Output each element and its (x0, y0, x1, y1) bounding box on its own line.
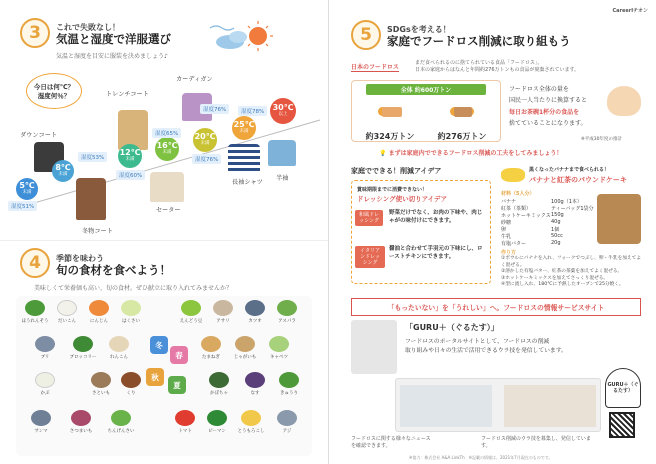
label-down-coat: ダウンコート (20, 132, 58, 139)
stats-box (351, 80, 501, 142)
pound-cake-photo (597, 194, 641, 244)
bowl-explanation: フードロス全体の量を 国民一人当たりに換算すると 毎日お茶碗1杯分の食品を 捨てていることになります。 (509, 86, 588, 128)
eggplant-icon (245, 372, 265, 388)
food-item: なす (240, 372, 270, 396)
food-item: えんどう豆 (176, 300, 206, 324)
humidity-tag-6: 湿度76% (200, 104, 229, 114)
season-spring: 春 (170, 346, 188, 364)
section-3-title: 気温と湿度で洋服選び (56, 32, 171, 46)
cucumber-icon (279, 372, 299, 388)
japan-food-loss-label: 日本のフードロス (351, 64, 399, 71)
section-3-kicker: これで失敗なし！ (56, 23, 120, 32)
brand-header: CareerIチオン (612, 8, 648, 14)
broccoli-icon (73, 336, 93, 352)
ingredient-qty: 40g (551, 219, 561, 225)
ingredient-row: 砂糖 (501, 220, 512, 226)
weather-icon (208, 18, 278, 58)
season-autumn: 秋 (146, 368, 164, 386)
food-item: くり (116, 372, 146, 396)
tomato-icon (175, 410, 195, 426)
screenshot-tips (504, 385, 596, 427)
temp-bubble-3: 12℃ 未満 (118, 144, 142, 168)
ingredient-row: バナナ (501, 199, 517, 205)
food-item: はくさい (116, 300, 146, 324)
bonito-icon (245, 300, 265, 316)
humidity-tag-2: 湿度53% (78, 152, 107, 162)
label-trench-coat: トレンチコート (106, 91, 149, 98)
short-sleeve-icon (268, 140, 296, 166)
caption-tips: フードロス削減のウラ技を募集し、発信しています。 (481, 436, 591, 449)
napa-cabbage-icon (121, 300, 141, 316)
long-sleeve-shirt-icon (228, 144, 260, 172)
section-3-subtitle: 気温と湿度を目安に服装を決めましょう♪ (56, 53, 168, 60)
section-4-kicker: 季節を味わう (56, 254, 104, 263)
season-winter: 冬 (150, 336, 168, 354)
guru-text: フードロスのポータルサイトとして、フードロスの削減 取り組みや日々の生活で活用できるウラ技を発信しています。 (405, 339, 567, 354)
label-winter-coat: 冬物コート (82, 228, 113, 235)
ingredient-row: ホットケーキミックス (501, 213, 551, 219)
food-item: ピーマン (202, 410, 232, 434)
temp-bubble-5: 20℃ 未満 (193, 128, 217, 152)
label-long-sleeve-shirt: 長袖シャツ (232, 179, 263, 186)
sweater-icon (150, 172, 184, 202)
humidity-tag-3: 湿度60% (116, 170, 145, 180)
chestnut-icon (121, 372, 141, 388)
food-item: さといも (86, 372, 116, 396)
food-item: ほうれんそう (20, 300, 50, 324)
ingredient-row: 有塩バター (501, 241, 527, 247)
total-label: 全体 約600万トン (366, 84, 486, 95)
tag-japanese-dressing: 和風ドレッシング (355, 210, 383, 226)
humidity-tag-7: 湿度78% (238, 106, 267, 116)
ingredient-row: 卵 (501, 227, 507, 233)
lotus-root-icon (109, 336, 129, 352)
idea-title: 家庭でできる！削減アイデア (351, 167, 442, 175)
section-4-subtitle: 美味しくて栄養価も高い、旬の食材。ぜひ献立に取り入れてみませんか？ (34, 285, 233, 292)
bok-choy-icon (111, 410, 131, 426)
prompt-text: 💡 まずは家庭内でできるフードロス削減の工夫をしてみましょう！ (379, 150, 563, 157)
question-line-2: 湿度何％？ (37, 92, 71, 100)
label-short-sleeve: 半袖 (276, 175, 289, 182)
divider (0, 240, 328, 241)
info-site-banner: 「もったいない」を「うれしい」へ。フードロスの情報サービスサイト (351, 298, 641, 316)
dressing-text-2: 醤油と合わせて手羽元の下味にし、ローストチキンにできます。 (389, 246, 483, 260)
recipe-steps: ①ボウルにバナナを入れ、フォークでつぶし、卵・牛乳を加えてよく混ぜる。 ②溶かした有塩バター、紅茶の茶葉を加えてよく混ぜる。 ③ホットケーキミックスを加えてさっくり混ぜる。 ④型に流し入れ、180℃に予熱したオーブンで25分焼く。 (501, 256, 642, 288)
food-item: じゃがいも (230, 336, 260, 360)
ingredients-head: 材料（5人分） (501, 191, 535, 197)
section-5-kicker: SDGsを考える！ (387, 25, 451, 34)
corn-icon (241, 410, 261, 426)
ingredient-qty: 150g (551, 212, 564, 218)
humidity-tag-1: 湿度51% (8, 201, 37, 211)
lightbulb-icon: 💡 (379, 150, 389, 157)
section-3-number: 3 (20, 18, 50, 48)
pumpkin-icon (209, 372, 229, 388)
horse-mackerel-icon (277, 410, 297, 426)
food-item: アジ (272, 410, 302, 434)
green-pepper-icon (207, 410, 227, 426)
guru-title: 「GURU＋（ぐるたす）」 (405, 323, 499, 332)
household-stat: 約276万トン (432, 98, 492, 142)
qr-label: GURU＋（ぐるたす） (605, 368, 641, 408)
food-item: ブロッコリー (68, 336, 98, 360)
food-item: ブリ (30, 336, 60, 360)
food-item: かぼちゃ (204, 372, 234, 396)
section-5-title: 家庭でフードロス削減に取り組もう (387, 34, 571, 48)
sweet-potato-icon (71, 410, 91, 426)
humidity-tag-5: 湿度76% (192, 154, 221, 164)
onion-icon (201, 336, 221, 352)
food-item: だいこん (52, 300, 82, 324)
steps-head: 作り方 (501, 250, 517, 256)
food-item: ちんげんさい (106, 410, 136, 434)
section-5-number: 5 (351, 20, 381, 50)
caption-news: フードロスに関する様々なニュースを確認できます。 (351, 436, 431, 449)
shop-icon (382, 107, 402, 117)
food-item: さつまいも (66, 410, 96, 434)
temp-bubble-4: 16℃ 未満 (155, 137, 179, 161)
daikon-icon (57, 300, 77, 316)
food-item: キャベツ (264, 336, 294, 360)
potato-icon (235, 336, 255, 352)
humidity-tag-4: 湿度65% (152, 128, 181, 138)
ingredient-qty: ティーバッグ1袋分 (551, 206, 594, 212)
spinach-icon (25, 300, 45, 316)
temp-bubble-7: 30℃ 以上 (270, 98, 296, 124)
food-item: トマト (170, 410, 200, 434)
label-sweater: セーター (156, 207, 181, 214)
winter-coat-icon (76, 178, 106, 220)
food-item: にんじん (84, 300, 114, 324)
food-item: アサリ (208, 300, 238, 324)
banana-icon (501, 168, 525, 182)
ingredient-qty: 50cc (551, 233, 563, 239)
food-item: カツオ (240, 300, 270, 324)
website-screenshot-1 (351, 320, 397, 374)
right-page (328, 0, 656, 464)
temp-bubble-6: 25℃ 未満 (232, 116, 256, 140)
ingredient-row: 紅茶（茶類） (501, 206, 532, 212)
question-line-1: 今日は何℃？ (33, 83, 75, 91)
food-item: サンマ (26, 410, 56, 434)
section-4-number: 4 (20, 248, 50, 278)
recipe-title: バナナと紅茶のパウンドケーキ (529, 176, 627, 184)
section-4-title: 旬の食材を食べよう！ (56, 263, 171, 277)
yellowtail-icon (35, 336, 55, 352)
dressing-box: 賞味期限までに消費できない！ ドレッシング使い切りアイデア (351, 180, 491, 284)
ingredient-qty: 20g (551, 240, 561, 246)
footer-note: ※協力：株式会社 A&A LinkTh ※記載の情報は、2021年7月現在のものです。 (409, 455, 553, 460)
ingredient-qty: 100g（1本） (551, 199, 582, 205)
taro-icon (91, 372, 111, 388)
screenshot-news (400, 385, 492, 427)
house-icon (454, 107, 472, 117)
ingredient-qty: 1個 (551, 227, 560, 233)
food-item: たまねぎ (196, 336, 226, 360)
food-item: きゅうり (274, 372, 304, 396)
saury-icon (31, 410, 51, 426)
woman-with-bowl-icon (607, 86, 641, 116)
food-item: かぶ (30, 372, 60, 396)
carrot-icon (89, 300, 109, 316)
cabbage-icon (269, 336, 289, 352)
temp-bubble-2: 8℃ 未満 (52, 160, 74, 182)
business-stat: 約324万トン (360, 98, 420, 142)
food-item: れんこん (104, 336, 134, 360)
qr-code[interactable] (609, 412, 635, 438)
season-summer: 夏 (168, 376, 186, 394)
intro-text: まだ食べられるのに捨てられている食品「フードロス」。 日本の家庭からはなんと年間約276万トンもの食品が廃棄されています。 (415, 60, 580, 73)
food-item: アスパラ (272, 300, 302, 324)
label-cardigan: カーディガン (176, 76, 213, 83)
ingredient-row: 牛乳 (501, 234, 512, 240)
tag-italian-dressing: イタリアンドレッシング (355, 246, 385, 268)
bowl-note: ※平成30年度の推計 (581, 137, 622, 142)
asparagus-icon (277, 300, 297, 316)
recipe-kicker: 黒くなったバナナまで食べられる！ (529, 167, 610, 173)
temp-bubble-1: 5℃ 未満 (16, 178, 38, 200)
peas-icon (181, 300, 201, 316)
website-screenshots (395, 378, 601, 432)
turnip-icon (35, 372, 55, 388)
dressing-text-1: 野菜だけでなく、お肉の下味や、肉じゃがの味付けにできます。 (389, 210, 483, 224)
clam-icon (213, 300, 233, 316)
food-item: とうもろこし (236, 410, 266, 434)
